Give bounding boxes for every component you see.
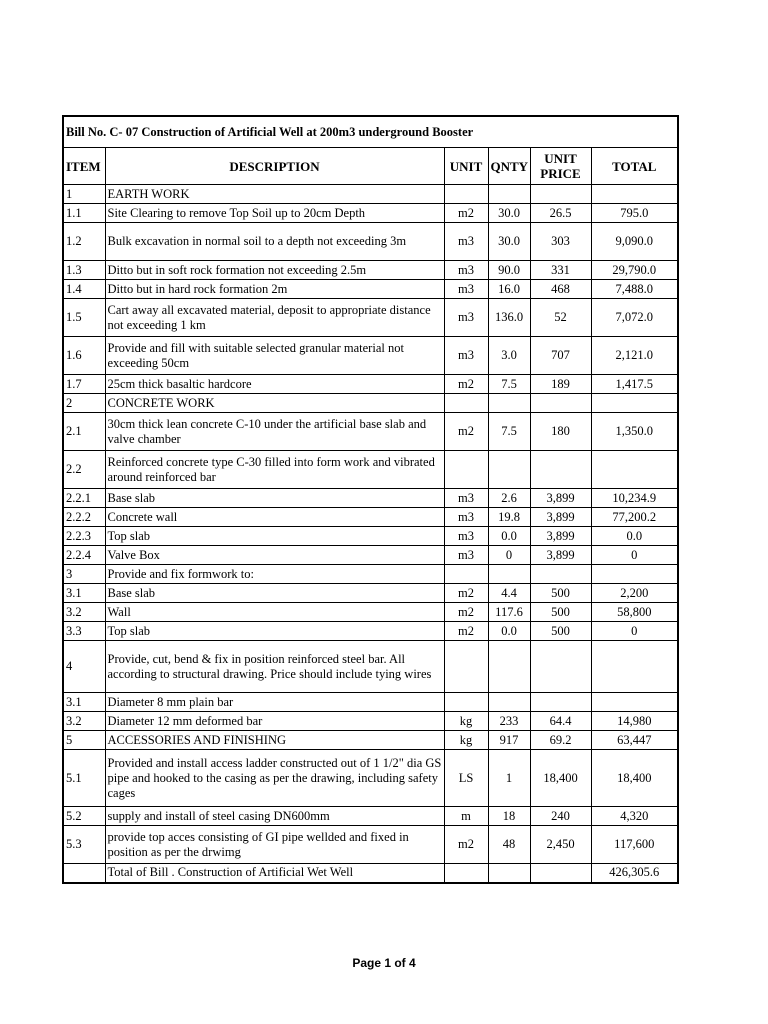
- unit-cell: [444, 451, 488, 489]
- table-row: [63, 584, 678, 603]
- item-cell: 3.3: [63, 622, 105, 641]
- table-row: [63, 826, 678, 864]
- unit-price-cell: 500: [530, 603, 591, 622]
- description-cell: 25cm thick basaltic hardcore: [105, 375, 444, 394]
- description-cell: ACCESSORIES AND FINISHING: [105, 731, 444, 750]
- header-qnty: QNTY: [488, 148, 530, 185]
- total-cell: 795.0: [591, 204, 678, 223]
- unit-cell: LS: [444, 750, 488, 807]
- qnty-cell: [488, 394, 530, 413]
- description-cell: Reinforced concrete type C-30 filled into form work and vibrated around reinforced bar: [105, 451, 444, 489]
- unit-price-cell: 707: [530, 337, 591, 375]
- item-cell: 1.3: [63, 261, 105, 280]
- unit-cell: m2: [444, 204, 488, 223]
- qnty-cell: [488, 565, 530, 584]
- description-cell: Ditto but in soft rock formation not exceeding 2.5m: [105, 261, 444, 280]
- qnty-cell: [488, 451, 530, 489]
- item-cell: 3.1: [63, 584, 105, 603]
- total-cell: [591, 641, 678, 693]
- item-cell: 3: [63, 565, 105, 584]
- qnty-cell: 0.0: [488, 622, 530, 641]
- unit-price-cell: 468: [530, 280, 591, 299]
- header-item: ITEM: [63, 148, 105, 185]
- unit-price-cell: [530, 394, 591, 413]
- grand-total: 426,305.6: [591, 864, 678, 883]
- total-row: [63, 864, 678, 883]
- description-cell: Top slab: [105, 622, 444, 641]
- unit-cell: m2: [444, 413, 488, 451]
- item-cell: 2.2.2: [63, 508, 105, 527]
- unit-price-cell: 500: [530, 584, 591, 603]
- description-cell: Provide and fix formwork to:: [105, 565, 444, 584]
- item-cell: 2.2.1: [63, 489, 105, 508]
- total-cell: [591, 693, 678, 712]
- table-row: [63, 451, 678, 489]
- table-row: [63, 280, 678, 299]
- table-row: [63, 394, 678, 413]
- unit-price-cell: 18,400: [530, 750, 591, 807]
- item-cell: 2.2.3: [63, 527, 105, 546]
- total-cell: 7,072.0: [591, 299, 678, 337]
- page-footer: Page 1 of 4: [352, 956, 416, 970]
- total-cell: 58,800: [591, 603, 678, 622]
- unit-price-cell: 303: [530, 223, 591, 261]
- qnty-cell: 0.0: [488, 527, 530, 546]
- total-label: Total of Bill . Construction of Artificial Wet Well: [105, 864, 444, 883]
- total-price-cell: [530, 864, 591, 883]
- unit-cell: m3: [444, 223, 488, 261]
- header-unit-price: UNIT PRICE: [530, 148, 591, 185]
- total-cell: 2,200: [591, 584, 678, 603]
- table-row: [63, 223, 678, 261]
- header-row: [63, 148, 678, 185]
- table-row: [63, 299, 678, 337]
- item-cell: 1.1: [63, 204, 105, 223]
- description-cell: CONCRETE WORK: [105, 394, 444, 413]
- unit-price-cell: 240: [530, 807, 591, 826]
- unit-cell: m3: [444, 546, 488, 565]
- total-cell: 18,400: [591, 750, 678, 807]
- unit-cell: [444, 185, 488, 204]
- total-cell: 10,234.9: [591, 489, 678, 508]
- unit-price-cell: 64.4: [530, 712, 591, 731]
- unit-price-cell: 189: [530, 375, 591, 394]
- unit-price-cell: 3,899: [530, 508, 591, 527]
- qnty-cell: 18: [488, 807, 530, 826]
- unit-price-cell: [530, 451, 591, 489]
- total-cell: 117,600: [591, 826, 678, 864]
- total-cell: 77,200.2: [591, 508, 678, 527]
- unit-cell: m2: [444, 584, 488, 603]
- total-cell: 4,320: [591, 807, 678, 826]
- item-cell: 2.2: [63, 451, 105, 489]
- description-cell: Base slab: [105, 489, 444, 508]
- item-cell: 1: [63, 185, 105, 204]
- description-cell: Ditto but in hard rock formation 2m: [105, 280, 444, 299]
- table-row: [63, 731, 678, 750]
- total-cell: [591, 451, 678, 489]
- qnty-cell: 30.0: [488, 204, 530, 223]
- description-cell: Cart away all excavated material, deposit to appropriate distance not exceeding 1 km: [105, 299, 444, 337]
- qnty-cell: 233: [488, 712, 530, 731]
- unit-price-cell: 26.5: [530, 204, 591, 223]
- table-row: [63, 375, 678, 394]
- total-cell: 1,350.0: [591, 413, 678, 451]
- unit-cell: [444, 693, 488, 712]
- table-row: [63, 527, 678, 546]
- description-cell: Base slab: [105, 584, 444, 603]
- item-cell: 2.2.4: [63, 546, 105, 565]
- total-cell: [591, 394, 678, 413]
- table-row: [63, 185, 678, 204]
- description-cell: 30cm thick lean concrete C-10 under the artificial base slab and valve chamber: [105, 413, 444, 451]
- item-cell: 3.2: [63, 712, 105, 731]
- item-cell: 1.5: [63, 299, 105, 337]
- unit-price-cell: 500: [530, 622, 591, 641]
- item-cell: 5.3: [63, 826, 105, 864]
- unit-price-cell: 3,899: [530, 527, 591, 546]
- table-row: [63, 546, 678, 565]
- bill-table: [62, 115, 679, 884]
- total-cell: 1,417.5: [591, 375, 678, 394]
- unit-cell: m2: [444, 603, 488, 622]
- description-cell: Diameter 8 mm plain bar: [105, 693, 444, 712]
- description-cell: Provide and fill with suitable selected granular material not exceeding 50cm: [105, 337, 444, 375]
- table-row: [63, 413, 678, 451]
- unit-price-cell: 3,899: [530, 489, 591, 508]
- total-cell: 7,488.0: [591, 280, 678, 299]
- unit-cell: m3: [444, 299, 488, 337]
- unit-cell: m2: [444, 622, 488, 641]
- unit-cell: m3: [444, 261, 488, 280]
- unit-price-cell: 3,899: [530, 546, 591, 565]
- description-cell: provide top acces consisting of GI pipe wellded and fixed in position as per the drwimg: [105, 826, 444, 864]
- qnty-cell: 16.0: [488, 280, 530, 299]
- unit-cell: m3: [444, 508, 488, 527]
- table-row: [63, 204, 678, 223]
- unit-cell: m3: [444, 489, 488, 508]
- description-cell: Diameter 12 mm deformed bar: [105, 712, 444, 731]
- description-cell: Wall: [105, 603, 444, 622]
- qnty-cell: 7.5: [488, 375, 530, 394]
- total-cell: 63,447: [591, 731, 678, 750]
- unit-price-cell: 52: [530, 299, 591, 337]
- unit-cell: m3: [444, 280, 488, 299]
- total-cell: 2,121.0: [591, 337, 678, 375]
- unit-price-cell: 331: [530, 261, 591, 280]
- item-cell: 3.2: [63, 603, 105, 622]
- table-row: [63, 693, 678, 712]
- qnty-cell: 19.8: [488, 508, 530, 527]
- qnty-cell: 48: [488, 826, 530, 864]
- description-cell: Site Clearing to remove Top Soil up to 20cm Depth: [105, 204, 444, 223]
- item-cell: 2: [63, 394, 105, 413]
- qnty-cell: 0: [488, 546, 530, 565]
- item-cell: 5.1: [63, 750, 105, 807]
- table-row: [63, 565, 678, 584]
- table-row: [63, 508, 678, 527]
- description-cell: Concrete wall: [105, 508, 444, 527]
- header-description: DESCRIPTION: [105, 148, 444, 185]
- total-cell: 14,980: [591, 712, 678, 731]
- bill-title: Bill No. C- 07 Construction of Artificial Well at 200m3 underground Booster: [63, 116, 678, 148]
- qnty-cell: 136.0: [488, 299, 530, 337]
- description-cell: Top slab: [105, 527, 444, 546]
- description-cell: Provided and install access ladder constructed out of 1 1/2" dia GS pipe and hooked to the casing as per the drawing, including safety cages: [105, 750, 444, 807]
- item-cell: 1.6: [63, 337, 105, 375]
- qnty-cell: 7.5: [488, 413, 530, 451]
- qnty-cell: 2.6: [488, 489, 530, 508]
- total-qnty-cell: [488, 864, 530, 883]
- unit-cell: [444, 394, 488, 413]
- total-cell: 0.0: [591, 527, 678, 546]
- item-cell: 1.7: [63, 375, 105, 394]
- unit-price-cell: 2,450: [530, 826, 591, 864]
- unit-cell: [444, 641, 488, 693]
- qnty-cell: [488, 185, 530, 204]
- item-cell: 1.4: [63, 280, 105, 299]
- item-cell: 4: [63, 641, 105, 693]
- qnty-cell: 917: [488, 731, 530, 750]
- unit-cell: kg: [444, 712, 488, 731]
- unit-cell: m2: [444, 826, 488, 864]
- total-item-cell: [63, 864, 105, 883]
- item-cell: 2.1: [63, 413, 105, 451]
- unit-cell: m: [444, 807, 488, 826]
- header-total: TOTAL: [591, 148, 678, 185]
- description-cell: Valve Box: [105, 546, 444, 565]
- table-row: [63, 261, 678, 280]
- total-unit-cell: [444, 864, 488, 883]
- unit-price-cell: [530, 185, 591, 204]
- unit-cell: [444, 565, 488, 584]
- qnty-cell: 1: [488, 750, 530, 807]
- table-row: [63, 641, 678, 693]
- unit-price-cell: [530, 565, 591, 584]
- total-cell: 0: [591, 622, 678, 641]
- total-cell: [591, 565, 678, 584]
- description-cell: Bulk excavation in normal soil to a depth not exceeding 3m: [105, 223, 444, 261]
- table-row: [63, 489, 678, 508]
- table-row: [63, 807, 678, 826]
- description-cell: Provide, cut, bend & fix in position reinforced steel bar. All according to structural drawing. Price should include tying wires: [105, 641, 444, 693]
- item-cell: 5: [63, 731, 105, 750]
- qnty-cell: [488, 641, 530, 693]
- qnty-cell: 3.0: [488, 337, 530, 375]
- total-cell: [591, 185, 678, 204]
- unit-cell: m3: [444, 527, 488, 546]
- unit-price-cell: 69.2: [530, 731, 591, 750]
- item-cell: 3.1: [63, 693, 105, 712]
- table-row: [63, 750, 678, 807]
- qnty-cell: 90.0: [488, 261, 530, 280]
- header-unit: UNIT: [444, 148, 488, 185]
- unit-price-cell: [530, 641, 591, 693]
- unit-cell: kg: [444, 731, 488, 750]
- total-cell: 29,790.0: [591, 261, 678, 280]
- qnty-cell: 4.4: [488, 584, 530, 603]
- unit-price-cell: 180: [530, 413, 591, 451]
- title-row: [63, 116, 678, 148]
- description-cell: supply and install of steel casing DN600mm: [105, 807, 444, 826]
- qnty-cell: 117.6: [488, 603, 530, 622]
- qnty-cell: [488, 693, 530, 712]
- total-cell: 0: [591, 546, 678, 565]
- table-row: [63, 622, 678, 641]
- unit-cell: m3: [444, 337, 488, 375]
- qnty-cell: 30.0: [488, 223, 530, 261]
- item-cell: 5.2: [63, 807, 105, 826]
- total-cell: 9,090.0: [591, 223, 678, 261]
- unit-price-cell: [530, 693, 591, 712]
- unit-cell: m2: [444, 375, 488, 394]
- description-cell: EARTH WORK: [105, 185, 444, 204]
- table-row: [63, 712, 678, 731]
- table-row: [63, 337, 678, 375]
- item-cell: 1.2: [63, 223, 105, 261]
- table-row: [63, 603, 678, 622]
